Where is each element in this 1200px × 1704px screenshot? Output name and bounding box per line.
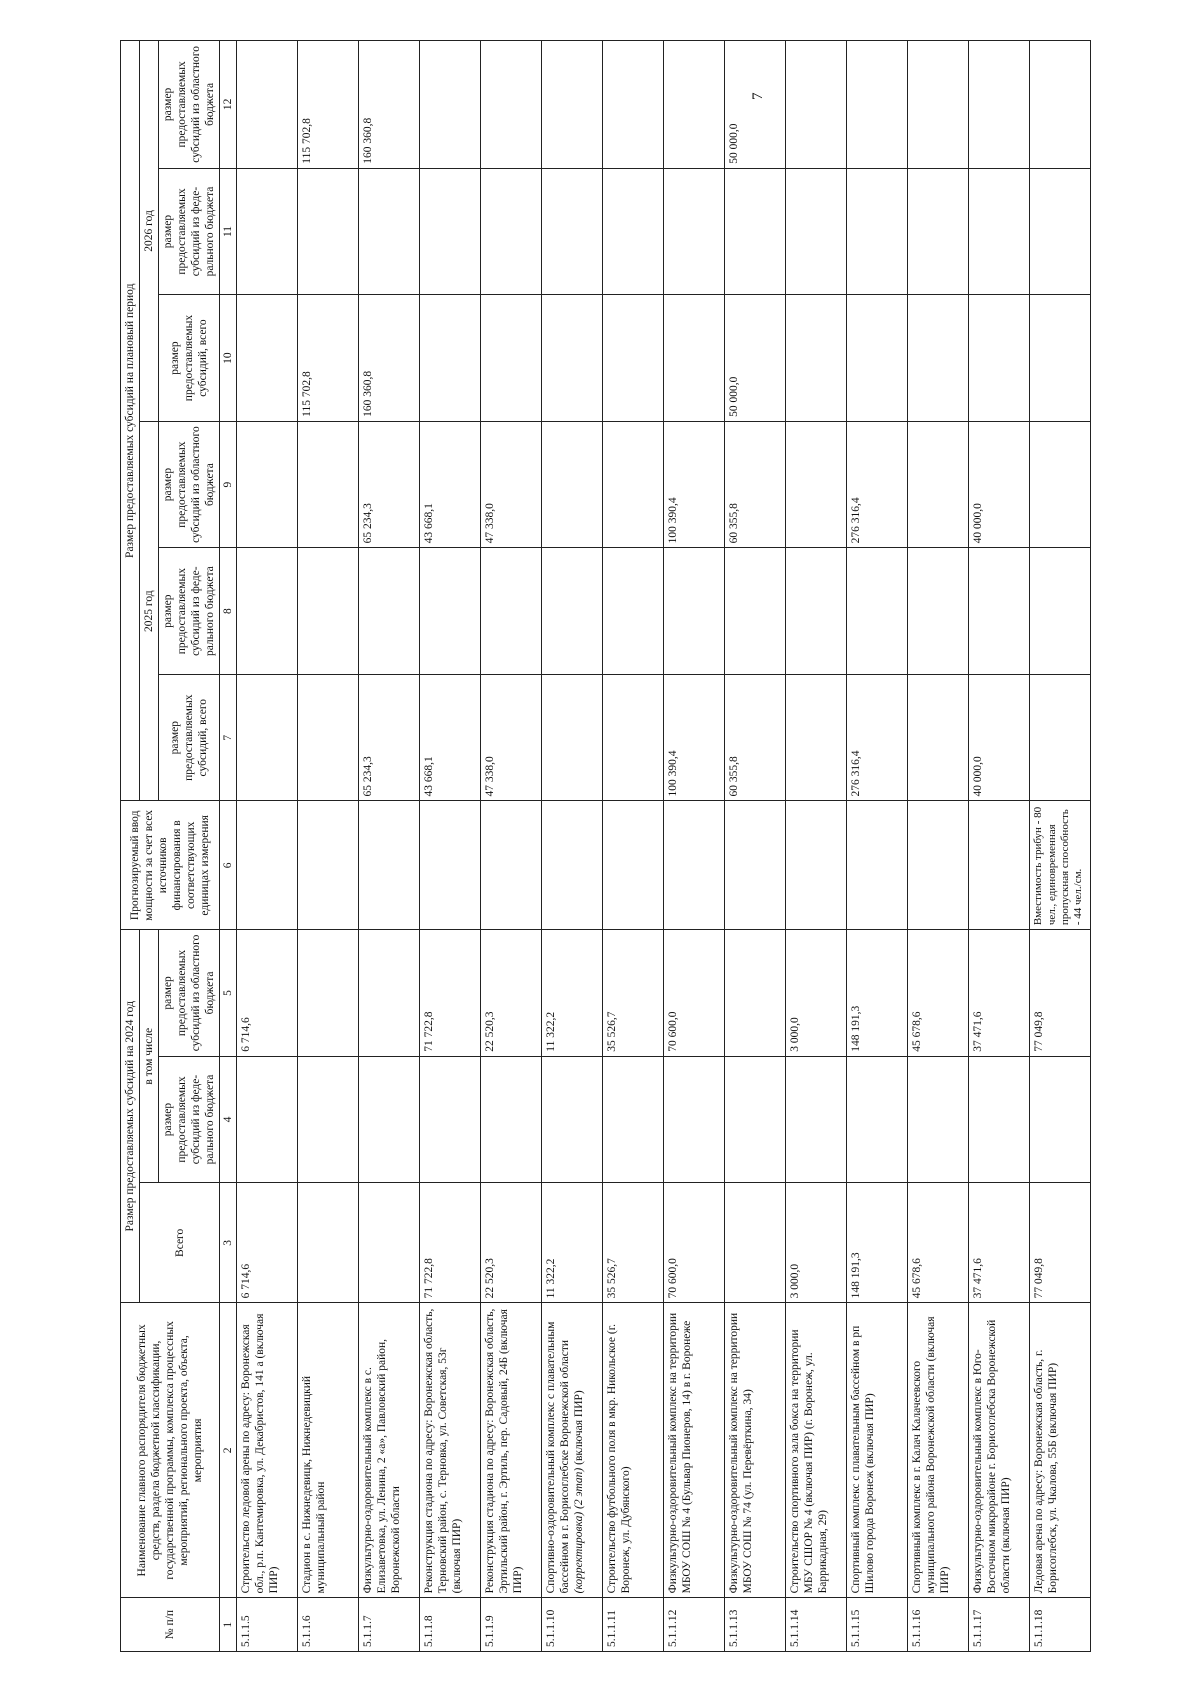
amount-cell <box>664 295 725 422</box>
amount-cell: 47 338,0 <box>481 674 542 801</box>
amount-cell <box>542 1056 603 1183</box>
row-name-text: Реконструкция стадиона по адресу: Воронежская область, Эртильский район, г. Эртиль, пер. Садовый, 24Б (включая ПИР) <box>484 1308 525 1594</box>
capacity-cell: Вместимость трибун - 80 чел., единовременная пропускная способность - 44 чел./см. <box>1030 801 1091 930</box>
header-reg-2024: размер предоставляемых субсидий из областного бюджета <box>159 930 220 1057</box>
amount-cell <box>725 1056 786 1183</box>
amount-cell <box>847 41 908 169</box>
table-row <box>481 41 542 1652</box>
table-row <box>542 41 603 1652</box>
column-number: 4 <box>220 1056 237 1183</box>
header-capacity: Прогнозируемый ввод мощности за счет всех источников финансирования в соответствующих единицах измерения <box>121 801 220 930</box>
amount-cell <box>298 421 359 548</box>
amount-cell: 45 678,6 <box>908 1183 969 1303</box>
table-row <box>603 41 664 1652</box>
row-name-text: Реконструкция стадиона по адресу: Воронежская область, Терновский район, с. Терновка, ул. Советская, 53г (включая ПИР) <box>423 1308 464 1594</box>
row-name <box>1030 1303 1091 1598</box>
row-name-text: Физкультурно-оздоровительный комплекс в с. Елизаветовка, ул. Ленина, 2 «а», Павловский район, Воронежской области <box>362 1338 403 1594</box>
amount-cell: 11 322,2 <box>542 1183 603 1303</box>
amount-cell <box>786 421 847 548</box>
amount-cell <box>664 41 725 169</box>
capacity-cell <box>481 801 542 930</box>
amount-cell <box>481 548 542 675</box>
amount-cell <box>908 168 969 295</box>
capacity-cell <box>969 801 1030 930</box>
amount-cell <box>359 930 420 1057</box>
table-row <box>908 41 969 1652</box>
amount-cell: 6 714,6 <box>237 930 298 1057</box>
amount-cell <box>542 295 603 422</box>
table-row <box>298 41 359 1652</box>
amount-cell <box>725 548 786 675</box>
column-number: 3 <box>220 1183 237 1303</box>
amount-cell <box>725 930 786 1057</box>
amount-cell: 65 234,3 <box>359 674 420 801</box>
amount-cell: 115 702,8 <box>298 295 359 422</box>
header-2026: 2026 год <box>140 41 159 422</box>
amount-cell: 100 390,4 <box>664 674 725 801</box>
amount-cell <box>908 1056 969 1183</box>
table-row <box>664 41 725 1652</box>
amount-cell <box>786 168 847 295</box>
amount-cell <box>420 295 481 422</box>
amount-cell <box>1030 674 1091 801</box>
amount-cell <box>603 168 664 295</box>
row-number: 5.1.1.13 <box>725 1598 786 1652</box>
amount-cell <box>298 168 359 295</box>
header-fed-2025: размер предоставляемых субсидий из феде-рального бюджета <box>159 548 220 675</box>
column-number: 9 <box>220 421 237 548</box>
amount-cell <box>969 295 1030 422</box>
amount-cell: 60 355,8 <box>725 674 786 801</box>
amount-cell <box>847 168 908 295</box>
amount-cell <box>298 1183 359 1303</box>
amount-cell <box>298 674 359 801</box>
amount-cell <box>969 41 1030 169</box>
amount-cell <box>664 1056 725 1183</box>
table-row <box>1030 41 1091 1652</box>
amount-cell <box>237 674 298 801</box>
capacity-cell <box>908 801 969 930</box>
row-number: 5.1.1.8 <box>420 1598 481 1652</box>
amount-cell <box>664 548 725 675</box>
amount-cell <box>481 168 542 295</box>
row-number: 5.1.1.16 <box>908 1598 969 1652</box>
header-2025: 2025 год <box>140 421 159 801</box>
amount-cell: 160 360,8 <box>359 41 420 169</box>
column-number: 10 <box>220 295 237 422</box>
row-number: 5.1.1.6 <box>298 1598 359 1652</box>
amount-cell <box>603 674 664 801</box>
amount-cell <box>1030 1056 1091 1183</box>
header-fed-2026: размер предоставляемых субсидий из феде-рального бюджета <box>159 168 220 295</box>
header-incl: в том числе <box>140 930 159 1183</box>
row-number: 5.1.1.10 <box>542 1598 603 1652</box>
amount-cell <box>542 421 603 548</box>
row-name-italic: (корректировка) (2 этап) <box>573 1467 586 1594</box>
column-number: 1 <box>220 1598 237 1652</box>
row-name-text: Ледовая арена по адресу: Воронежская область, г. Борисоглебск, ул. Чкалова, 55Б (включая ПИР) <box>1033 1349 1060 1594</box>
column-number-row <box>220 41 237 1652</box>
capacity-cell <box>786 801 847 930</box>
column-number: 2 <box>220 1303 237 1598</box>
amount-cell: 37 471,6 <box>969 1183 1030 1303</box>
table-row <box>237 41 298 1652</box>
amount-cell <box>786 548 847 675</box>
amount-cell <box>481 295 542 422</box>
column-number: 5 <box>220 930 237 1057</box>
amount-cell: 40 000,0 <box>969 674 1030 801</box>
amount-cell: 43 668,1 <box>420 674 481 801</box>
amount-cell: 45 678,6 <box>908 930 969 1057</box>
amount-cell <box>786 41 847 169</box>
amount-cell <box>420 41 481 169</box>
amount-cell: 22 520,3 <box>481 930 542 1057</box>
row-name-text: Строительство футбольного поля в мкр. Никольское (г. Воронеж, ул. Дубянского) <box>606 1324 633 1594</box>
amount-cell <box>786 674 847 801</box>
amount-cell <box>969 168 1030 295</box>
header-name: Наименование главного распорядителя бюджетных средств, раздела бюджетной классификации, государственной программы, комплекса процессных мероприятий, регионального проекта, объекта, мероприятия <box>121 1303 220 1598</box>
amount-cell <box>420 168 481 295</box>
capacity-cell <box>603 801 664 930</box>
amount-cell <box>542 674 603 801</box>
amount-cell <box>908 674 969 801</box>
amount-cell: 70 600,0 <box>664 930 725 1057</box>
amount-cell <box>542 548 603 675</box>
amount-cell: 77 049,8 <box>1030 930 1091 1057</box>
amount-cell <box>847 548 908 675</box>
amount-cell <box>359 168 420 295</box>
row-number: 5.1.1.11 <box>603 1598 664 1652</box>
row-name <box>237 1303 298 1598</box>
amount-cell <box>298 930 359 1057</box>
header-2024: Размер предоставляемых субсидий на 2024 год <box>121 930 140 1303</box>
amount-cell: 148 191,3 <box>847 930 908 1057</box>
amount-cell <box>542 41 603 169</box>
row-number: 5.1.1.18 <box>1030 1598 1091 1652</box>
row-number: 5.1.1.9 <box>481 1598 542 1652</box>
amount-cell <box>908 548 969 675</box>
amount-cell <box>359 1056 420 1183</box>
header-total-2025: размер предоставляемых субсидий, всего <box>159 674 220 801</box>
amount-cell <box>1030 421 1091 548</box>
table-row <box>420 41 481 1652</box>
amount-cell <box>481 1056 542 1183</box>
row-name-tail: (включая ПИР) <box>573 1390 586 1468</box>
amount-cell <box>603 1056 664 1183</box>
row-name <box>664 1303 725 1598</box>
capacity-cell <box>664 801 725 930</box>
amount-cell: 37 471,6 <box>969 930 1030 1057</box>
capacity-cell <box>725 801 786 930</box>
capacity-cell <box>420 801 481 930</box>
amount-cell <box>1030 41 1091 169</box>
amount-cell <box>664 168 725 295</box>
row-name <box>725 1303 786 1598</box>
amount-cell <box>969 548 1030 675</box>
amount-cell <box>908 295 969 422</box>
amount-cell <box>237 421 298 548</box>
row-number: 5.1.1.5 <box>237 1598 298 1652</box>
amount-cell <box>359 1183 420 1303</box>
row-number: 5.1.1.12 <box>664 1598 725 1652</box>
amount-cell <box>786 1056 847 1183</box>
capacity-cell <box>237 801 298 930</box>
row-name <box>847 1303 908 1598</box>
row-number: 5.1.1.17 <box>969 1598 1030 1652</box>
amount-cell: 47 338,0 <box>481 421 542 548</box>
column-number: 7 <box>220 674 237 801</box>
amount-cell <box>603 41 664 169</box>
row-name <box>481 1303 542 1598</box>
subsidy-table <box>120 40 1091 1652</box>
amount-cell: 65 234,3 <box>359 421 420 548</box>
table-row <box>969 41 1030 1652</box>
capacity-cell <box>359 801 420 930</box>
row-number: 5.1.1.14 <box>786 1598 847 1652</box>
header-total: Всего <box>140 1183 220 1303</box>
amount-cell <box>1030 168 1091 295</box>
amount-cell <box>603 421 664 548</box>
column-number: 11 <box>220 168 237 295</box>
amount-cell: 71 722,8 <box>420 1183 481 1303</box>
amount-cell <box>237 295 298 422</box>
rotated-page <box>120 40 1120 1652</box>
header-reg-2026: размер предоставляемых субсидий из областного бюджета <box>159 41 220 169</box>
amount-cell: 3 000,0 <box>786 930 847 1057</box>
amount-cell <box>542 168 603 295</box>
amount-cell <box>1030 295 1091 422</box>
row-name-text: Спортивный комплекс в г. Калач Калачеевского муниципального района Воронежской области (включая ПИР) <box>911 1316 952 1594</box>
header-total-2026: размер предоставляемых субсидий, всего <box>159 295 220 422</box>
table-row <box>786 41 847 1652</box>
row-name-text: Строительство спортивного зала бокса на территории МБУ СШОР № 4 (включая ПИР) (г. Воронеж, ул. Баррикадная, 29) <box>789 1329 830 1594</box>
table-body <box>237 41 1091 1652</box>
amount-cell: 6 714,6 <box>237 1183 298 1303</box>
row-name <box>786 1303 847 1598</box>
row-name <box>908 1303 969 1598</box>
table-row <box>847 41 908 1652</box>
amount-cell: 35 526,7 <box>603 1183 664 1303</box>
header-planned: Размер предоставляемых субсидий на плановый период <box>121 41 140 801</box>
amount-cell: 100 390,4 <box>664 421 725 548</box>
amount-cell <box>481 41 542 169</box>
amount-cell <box>725 1183 786 1303</box>
amount-cell <box>359 548 420 675</box>
amount-cell <box>420 1056 481 1183</box>
column-number: 12 <box>220 41 237 169</box>
amount-cell: 71 722,8 <box>420 930 481 1057</box>
row-name-text: Физкультурно-оздоровительный комплекс на территории МБОУ СОШ № 4 (Бульвар Пионеров, 14) в г. Воронеже <box>667 1312 694 1594</box>
row-name-text: Физкультурно-оздоровительный комплекс в Юго-Восточном микрорайоне г. Борисоглебска Воронежской области (включая ПИР) <box>972 1319 1013 1594</box>
amount-cell <box>298 1056 359 1183</box>
row-name-text: Спортивный комплекс с плавательным бассейном в рп Шилово города Воронеж (включая ПИР) <box>850 1325 877 1594</box>
amount-cell: 35 526,7 <box>603 930 664 1057</box>
amount-cell <box>237 1056 298 1183</box>
amount-cell: 276 316,4 <box>847 674 908 801</box>
amount-cell <box>420 548 481 675</box>
row-name <box>542 1303 603 1598</box>
amount-cell <box>969 1056 1030 1183</box>
column-number: 8 <box>220 548 237 675</box>
amount-cell <box>603 548 664 675</box>
amount-cell <box>603 295 664 422</box>
amount-cell: 40 000,0 <box>969 421 1030 548</box>
amount-cell <box>237 168 298 295</box>
amount-cell: 3 000,0 <box>786 1183 847 1303</box>
amount-cell: 276 316,4 <box>847 421 908 548</box>
amount-cell: 70 600,0 <box>664 1183 725 1303</box>
header-reg-2025: размер предоставляемых субсидий из областного бюджета <box>159 421 220 548</box>
amount-cell <box>725 168 786 295</box>
row-number: 5.1.1.7 <box>359 1598 420 1652</box>
amount-cell <box>908 41 969 169</box>
amount-cell <box>237 41 298 169</box>
table-row <box>359 41 420 1652</box>
row-name <box>420 1303 481 1598</box>
amount-cell <box>786 295 847 422</box>
amount-cell <box>847 295 908 422</box>
amount-cell: 160 360,8 <box>359 295 420 422</box>
row-name-text: Строительство ледовой арены по адресу: Воронежская обл., р.п. Кантемировка, ул. Декабристов, 141 а (включая ПИР) <box>240 1313 281 1594</box>
row-name-text: Физкультурно-оздоровительный комплекс на территории МБОУ СОШ № 74 (ул. Перевёрткина, 34) <box>728 1312 755 1594</box>
column-number: 6 <box>220 801 237 930</box>
amount-cell <box>1030 548 1091 675</box>
row-name-text: Спортивно-оздоровительный комплекс с плавательным бассейном в г. Борисоглебске Воронежской области <box>545 1321 572 1594</box>
page-number: 7 <box>750 92 766 100</box>
amount-cell: 148 191,3 <box>847 1183 908 1303</box>
row-name <box>298 1303 359 1598</box>
amount-cell: 60 355,8 <box>725 421 786 548</box>
row-number: 5.1.1.15 <box>847 1598 908 1652</box>
amount-cell: 22 520,3 <box>481 1183 542 1303</box>
table-row <box>725 41 786 1652</box>
amount-cell: 11 322,2 <box>542 930 603 1057</box>
header-fed-2024: размер предоставляемых субсидий из феде-рального бюджета <box>159 1056 220 1183</box>
amount-cell: 115 702,8 <box>298 41 359 169</box>
amount-cell: 50 000,0 <box>725 41 786 169</box>
row-name <box>969 1303 1030 1598</box>
row-name-text: Стадион в с. Нижнедевицк, Нижнедевицкий муниципальный район <box>301 1375 328 1594</box>
capacity-cell <box>847 801 908 930</box>
amount-cell <box>908 421 969 548</box>
amount-cell: 50 000,0 <box>725 295 786 422</box>
amount-cell <box>298 548 359 675</box>
amount-cell <box>237 548 298 675</box>
amount-cell <box>847 1056 908 1183</box>
header-no: № п/п <box>121 1598 220 1652</box>
amount-cell: 43 668,1 <box>420 421 481 548</box>
capacity-cell <box>298 801 359 930</box>
row-name <box>359 1303 420 1598</box>
row-name <box>603 1303 664 1598</box>
capacity-cell <box>542 801 603 930</box>
amount-cell: 77 049,8 <box>1030 1183 1091 1303</box>
